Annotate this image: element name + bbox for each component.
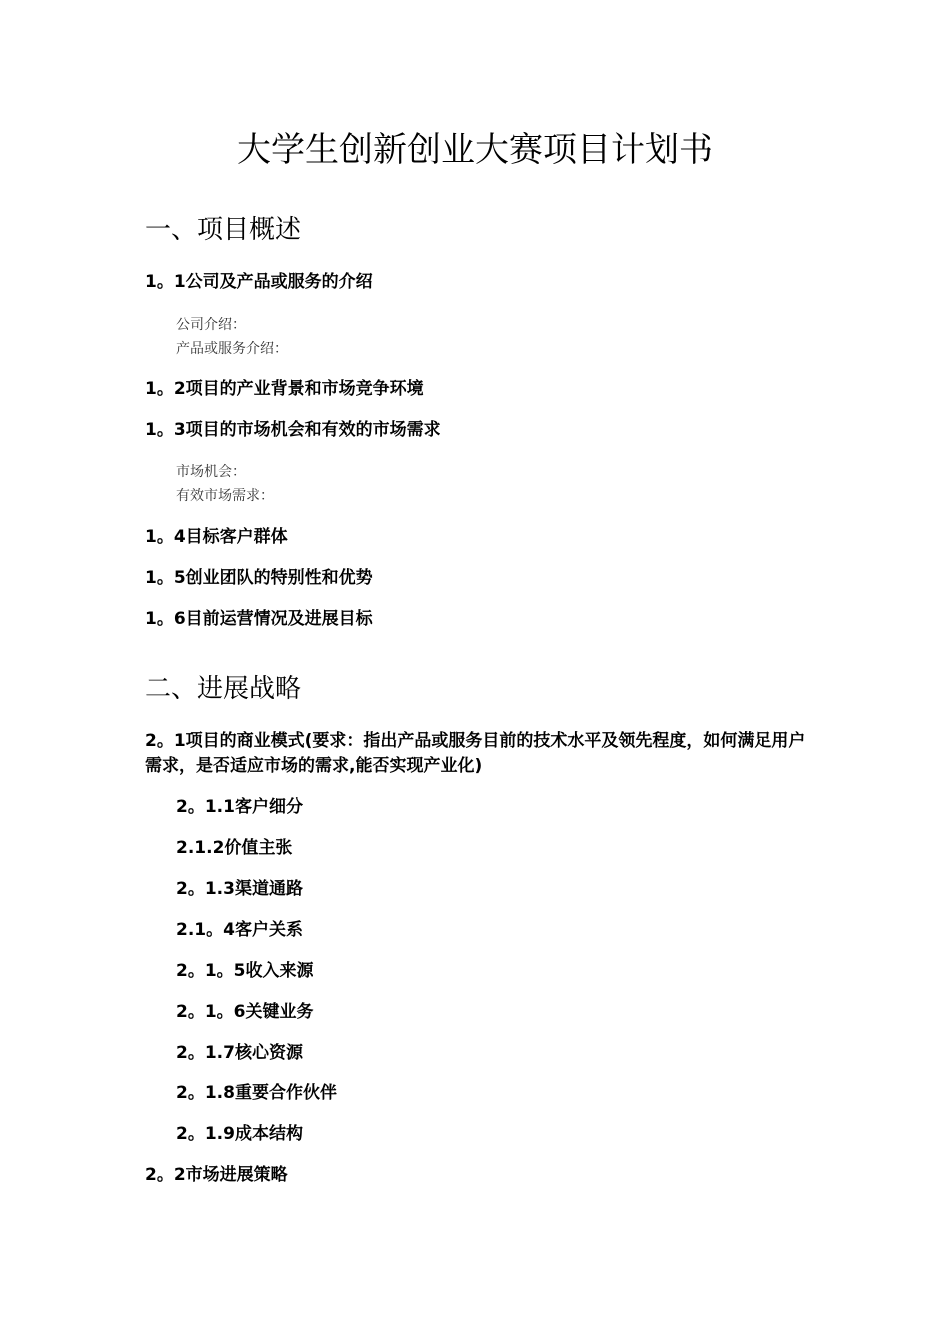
section-1-2-heading: 1。2项目的产业背景和市场竞争环境 bbox=[145, 379, 424, 399]
subsection-2-1-1: 2。1.1客户细分 bbox=[176, 797, 303, 817]
section-1-6-heading: 1。6目前运营情况及进展目标 bbox=[145, 609, 373, 629]
section-1-1-heading: 1。1公司及产品或服务的介绍 bbox=[145, 272, 373, 292]
subsection-2-1-5: 2。1。5收入来源 bbox=[176, 961, 314, 981]
note-market-opportunity: 市场机会： bbox=[176, 464, 246, 480]
subsection-2-1-4: 2.1。4客户关系 bbox=[176, 920, 303, 940]
subsection-2-1-6: 2。1。6关键业务 bbox=[176, 1002, 314, 1022]
subsection-2-1-8: 2。1.8重要合作伙伴 bbox=[176, 1083, 337, 1103]
section-1-5-heading: 1。5创业团队的特别性和优势 bbox=[145, 568, 373, 588]
note-effective-demand: 有效市场需求： bbox=[176, 488, 274, 504]
subsection-2-1-3: 2。1.3渠道通路 bbox=[176, 879, 303, 899]
section-2-1-heading: 2。1项目的商业模式(要求：指出产品或服务目前的技术水平及领先程度，如何满足用户需求，是否适应市场的需求,能否实现产业化) bbox=[145, 731, 806, 776]
subsection-2-1-9: 2。1.9成本结构 bbox=[176, 1124, 303, 1144]
section-2-2-heading: 2。2市场进展策略 bbox=[145, 1165, 288, 1185]
chapter-2-heading: 二、进展战略 bbox=[145, 674, 302, 704]
section-1-3-heading: 1。3项目的市场机会和有效的市场需求 bbox=[145, 420, 441, 440]
section-1-4-heading: 1。4目标客户群体 bbox=[145, 527, 288, 547]
subsection-2-1-2: 2.1.2价值主张 bbox=[176, 838, 293, 858]
subsection-2-1-7: 2。1.7核心资源 bbox=[176, 1043, 303, 1063]
note-product-intro: 产品或服务介绍： bbox=[176, 341, 288, 357]
chapter-1-heading: 一、项目概述 bbox=[145, 215, 302, 245]
document-title: 大学生创新创业大赛项目计划书 bbox=[237, 130, 713, 170]
note-company-intro: 公司介绍： bbox=[176, 317, 246, 333]
